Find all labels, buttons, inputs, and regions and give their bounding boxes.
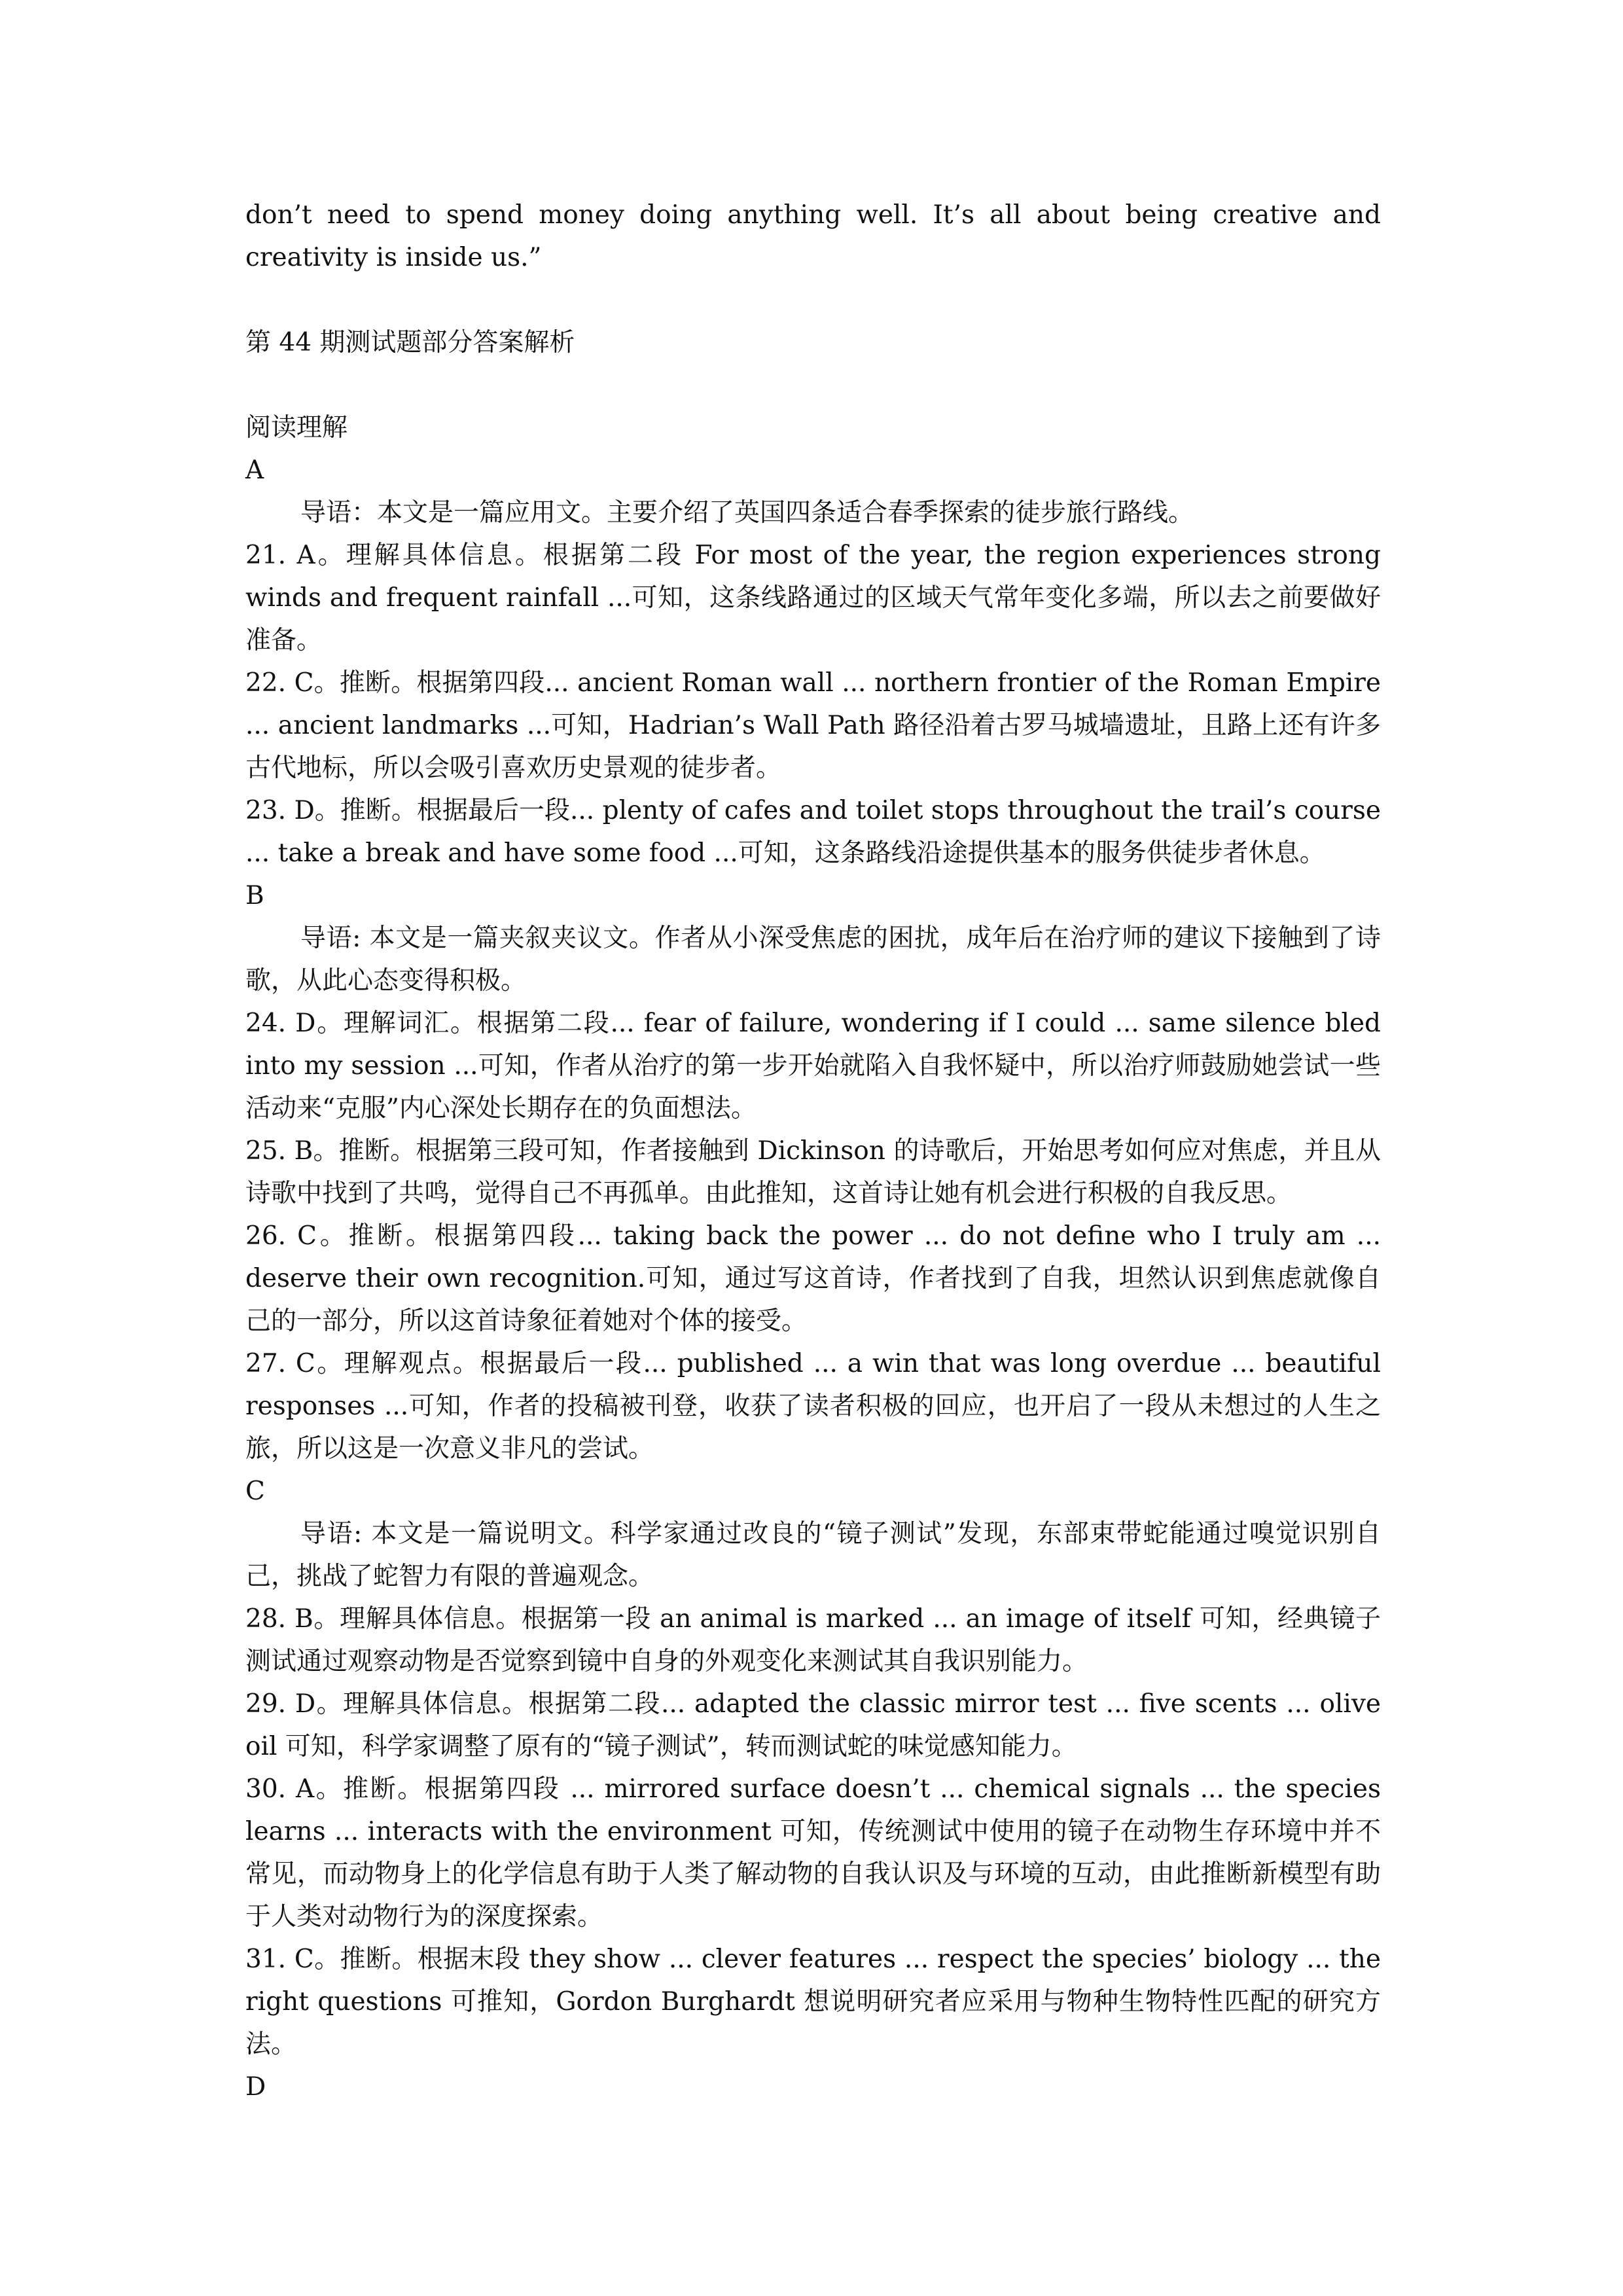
answer-item: 25. B。推断。根据第三段可知，作者接触到 Dickinson 的诗歌后，开始思考如何应对焦虑，并且从诗歌中找到了共鸣，觉得自己不再孤单。由此推知，这首诗让她有机会进行积极的自我反思。 [245,1136,1381,1208]
part-label: D [245,2072,266,2102]
intro-paragraph: don’t need to spend money doing anything well. It’s all about being creative and creativity is inside us.” [245,200,1381,272]
part-label: C [245,1477,265,1506]
answer-item: 24. D。理解词汇。根据第二段... fear of failure, wondering if I could ... same silence bled into my session ...可知，作者从治疗的第一步开始就陷入自我怀疑中，所以治疗师鼓励她尝试一些活动来“克服”内心深处长期存在的负面想法。 [245,1009,1381,1123]
part-a [245,449,1381,874]
answer-item: 27. C。理解观点。根据最后一段... published ... a win that was long overdue ... beautiful responses ...可知，作者的投稿被刊登，收获了读者积极的回应，也开启了一段从未想过的人生之旅，所以这是一次意义非凡的尝试。 [245,1349,1381,1463]
section-title: 阅读理解 [245,413,348,442]
part-c [245,1470,1381,2066]
answer-item: 31. C。推断。根据末段 they show ... clever features ... respect the species’ biology ... the right questions 可推知，Gordon Burghardt 想说明研究者应采用与物种生物特性匹配的研究方法。 [245,1945,1381,2059]
part-d [245,2066,1381,2108]
document-page [245,194,1381,2108]
part-lead: 导语：本文是一篇应用文。主要介绍了英国四条适合春季探索的徒步旅行路线。 [300,498,1194,528]
answer-item: 29. D。理解具体信息。根据第二段... adapted the classic mirror test ... five scents ... olive oil 可知，科学家调整了原有的“镜子测试”，转而测试蛇的味觉感知能力。 [245,1689,1381,1761]
issue-title: 第 44 期测试题部分答案解析 [245,328,575,357]
answer-item: 23. D。推断。根据最后一段... plenty of cafes and toilet stops throughout the trail’s course ... take a break and have some food ...可知，这条路线沿途提供基本的服务供徒步者休息。 [245,796,1381,868]
part-lead: 导语: 本文是一篇夹叙夹议文。作者从小深受焦虑的困扰，成年后在治疗师的建议下接触到了诗歌，从此心态变得积极。 [245,924,1381,996]
answer-item: 30. A。推断。根据第四段 ... mirrored surface doesn’t ... chemical signals ... the species learns ... interacts with the environment 可知，传统测试中使用的镜子在动物生存环境中并不常见，而动物身上的化学信息有助于人类了解动物的自我认识及与环境的互动，由此推断新模型有助于人类对动物行为的深度探索。 [245,1774,1381,1931]
part-lead: 导语: 本文是一篇说明文。科学家通过改良的“镜子测试”发现，东部束带蛇能通过嗅觉识别自己，挑战了蛇智力有限的普遍观念。 [245,1519,1381,1591]
part-b [245,874,1381,1470]
answer-item: 22. C。推断。根据第四段... ancient Roman wall ... northern frontier of the Roman Empire ... ancient landmarks ...可知，Hadrian’s Wall Path 路径沿着古罗马城墙遗址，且路上还有许多古代地标，所以会吸引喜欢历史景观的徒步者。 [245,668,1381,783]
answer-item: 21. A。理解具体信息。根据第二段 For most of the year, the region experiences strong winds and frequent rainfall ...可知，这条线路通过的区域天气常年变化多端，所以去之前要做好准备。 [245,541,1381,655]
part-label: B [245,881,264,910]
answer-item: 26. C。推断。根据第四段... taking back the power ... do not define who I truly am ... deserve their own recognition.可知，通过写这首诗，作者找到了自我，坦然认识到焦虑就像自己的一部分，所以这首诗象征着她对个体的接受。 [245,1221,1381,1336]
answer-item: 28. B。理解具体信息。根据第一段 an animal is marked ... an image of itself 可知，经典镜子测试通过观察动物是否觉察到镜中自身的外观变化来测试其自我识别能力。 [245,1604,1381,1676]
part-label: A [245,456,264,485]
